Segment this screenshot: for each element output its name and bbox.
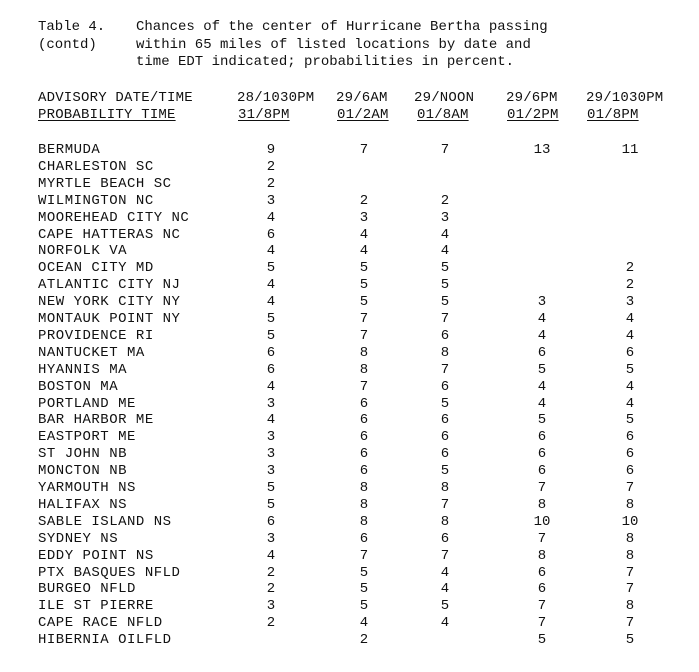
probability-cell: 6 bbox=[359, 463, 369, 479]
caption-line-2: within 65 miles of listed locations by date and bbox=[136, 37, 531, 53]
probability-time-1: 31/8PM bbox=[238, 107, 290, 123]
probability-cell: 8 bbox=[359, 514, 369, 530]
probability-cell: 3 bbox=[266, 531, 276, 547]
probability-cell: 5 bbox=[359, 260, 369, 276]
probability-cell: 3 bbox=[266, 446, 276, 462]
probability-cell: 4 bbox=[537, 311, 547, 327]
probability-cell: 4 bbox=[440, 243, 450, 259]
probability-cell: 8 bbox=[625, 548, 635, 564]
probability-cell: 6 bbox=[440, 429, 450, 445]
probability-cell: 10 bbox=[621, 514, 639, 530]
probability-cell: 5 bbox=[440, 396, 450, 412]
probability-cell: 7 bbox=[440, 142, 450, 158]
probability-cell: 5 bbox=[266, 497, 276, 513]
location-name: PROVIDENCE RI bbox=[38, 328, 154, 344]
probability-cell: 3 bbox=[440, 210, 450, 226]
probability-cell: 8 bbox=[625, 497, 635, 513]
location-name: NANTUCKET MA bbox=[38, 345, 145, 361]
probability-cell: 5 bbox=[359, 277, 369, 293]
location-name: ILE ST PIERRE bbox=[38, 598, 154, 614]
probability-cell: 6 bbox=[625, 446, 635, 462]
probability-time-5: 01/8PM bbox=[587, 107, 639, 123]
probability-cell: 4 bbox=[440, 615, 450, 631]
probability-cell: 8 bbox=[537, 497, 547, 513]
probability-cell: 4 bbox=[625, 328, 635, 344]
probability-cell: 3 bbox=[266, 429, 276, 445]
probability-cell: 5 bbox=[440, 463, 450, 479]
probability-cell: 4 bbox=[359, 615, 369, 631]
probability-cell: 7 bbox=[359, 548, 369, 564]
probability-cell: 5 bbox=[440, 260, 450, 276]
probability-cell: 6 bbox=[625, 429, 635, 445]
advisory-time-2: 29/6AM bbox=[336, 90, 388, 106]
probability-cell: 6 bbox=[537, 345, 547, 361]
probability-cell: 8 bbox=[440, 514, 450, 530]
probability-cell: 7 bbox=[625, 480, 635, 496]
probability-cell: 5 bbox=[266, 328, 276, 344]
probability-cell: 8 bbox=[537, 548, 547, 564]
probability-cell: 6 bbox=[440, 446, 450, 462]
probability-cell: 8 bbox=[359, 362, 369, 378]
probability-cell: 4 bbox=[266, 294, 276, 310]
location-name: CAPE RACE NFLD bbox=[38, 615, 163, 631]
probability-cell: 5 bbox=[359, 598, 369, 614]
probability-cell: 6 bbox=[359, 531, 369, 547]
location-name: MONCTON NB bbox=[38, 463, 128, 479]
probability-cell: 8 bbox=[625, 531, 635, 547]
probability-cell: 5 bbox=[359, 581, 369, 597]
probability-cell: 5 bbox=[359, 565, 369, 581]
probability-cell: 5 bbox=[440, 294, 450, 310]
probability-cell: 2 bbox=[266, 615, 276, 631]
table-label-contd: (contd) bbox=[38, 37, 97, 53]
probability-cell: 2 bbox=[266, 159, 276, 175]
probability-cell: 6 bbox=[266, 362, 276, 378]
probability-cell: 5 bbox=[625, 632, 635, 648]
probability-cell: 4 bbox=[266, 379, 276, 395]
probability-cell: 10 bbox=[533, 514, 551, 530]
probability-cell: 7 bbox=[537, 615, 547, 631]
probability-cell: 3 bbox=[537, 294, 547, 310]
location-name: YARMOUTH NS bbox=[38, 480, 136, 496]
probability-cell: 5 bbox=[537, 412, 547, 428]
location-name: BURGEO NFLD bbox=[38, 581, 136, 597]
advisory-time-3: 29/NOON bbox=[414, 90, 475, 106]
location-name: HALIFAX NS bbox=[38, 497, 128, 513]
probability-cell: 6 bbox=[537, 565, 547, 581]
probability-cell: 6 bbox=[266, 345, 276, 361]
probability-cell: 8 bbox=[440, 345, 450, 361]
probability-cell: 6 bbox=[440, 531, 450, 547]
location-name: NORFOLK VA bbox=[38, 243, 128, 259]
location-name: CHARLESTON SC bbox=[38, 159, 154, 175]
probability-cell: 3 bbox=[359, 210, 369, 226]
probability-cell: 6 bbox=[359, 429, 369, 445]
probability-cell: 6 bbox=[537, 581, 547, 597]
probability-cell: 6 bbox=[537, 429, 547, 445]
location-name: PORTLAND ME bbox=[38, 396, 136, 412]
location-name: BOSTON MA bbox=[38, 379, 119, 395]
location-name: SABLE ISLAND NS bbox=[38, 514, 172, 530]
probability-cell: 3 bbox=[266, 598, 276, 614]
probability-cell: 6 bbox=[266, 227, 276, 243]
probability-cell: 4 bbox=[625, 311, 635, 327]
probability-cell: 2 bbox=[359, 632, 369, 648]
probability-cell: 7 bbox=[359, 328, 369, 344]
probability-cell: 8 bbox=[359, 497, 369, 513]
probability-cell: 6 bbox=[625, 345, 635, 361]
location-name: ST JOHN NB bbox=[38, 446, 128, 462]
probability-cell: 2 bbox=[266, 565, 276, 581]
probability-cell: 7 bbox=[537, 531, 547, 547]
location-name: MONTAUK POINT NY bbox=[38, 311, 181, 327]
probability-cell: 7 bbox=[440, 362, 450, 378]
probability-cell: 5 bbox=[537, 632, 547, 648]
probability-cell: 11 bbox=[621, 142, 639, 158]
probability-cell: 7 bbox=[625, 565, 635, 581]
location-name: MOOREHEAD CITY NC bbox=[38, 210, 190, 226]
probability-cell: 4 bbox=[537, 328, 547, 344]
probability-cell: 6 bbox=[440, 328, 450, 344]
probability-cell: 7 bbox=[625, 581, 635, 597]
location-name: EASTPORT ME bbox=[38, 429, 136, 445]
probability-cell: 4 bbox=[537, 396, 547, 412]
probability-cell: 7 bbox=[440, 548, 450, 564]
location-name: WILMINGTON NC bbox=[38, 193, 154, 209]
probability-cell: 9 bbox=[266, 142, 276, 158]
probability-cell: 5 bbox=[440, 277, 450, 293]
location-name: EDDY POINT NS bbox=[38, 548, 154, 564]
caption-line-3: time EDT indicated; probabilities in percent. bbox=[136, 54, 515, 70]
probability-cell: 5 bbox=[266, 480, 276, 496]
probability-cell: 6 bbox=[440, 412, 450, 428]
probability-cell: 2 bbox=[625, 260, 635, 276]
location-name: MYRTLE BEACH SC bbox=[38, 176, 172, 192]
location-name: CAPE HATTERAS NC bbox=[38, 227, 181, 243]
location-name: HYANNIS MA bbox=[38, 362, 128, 378]
probability-cell: 6 bbox=[359, 412, 369, 428]
location-name: ATLANTIC CITY NJ bbox=[38, 277, 181, 293]
probability-cell: 7 bbox=[440, 311, 450, 327]
probability-cell: 4 bbox=[359, 243, 369, 259]
location-name: SYDNEY NS bbox=[38, 531, 119, 547]
probability-cell: 8 bbox=[359, 345, 369, 361]
probability-cell: 2 bbox=[266, 176, 276, 192]
probability-cell: 2 bbox=[359, 193, 369, 209]
probability-cell: 4 bbox=[537, 379, 547, 395]
probability-cell: 6 bbox=[266, 514, 276, 530]
location-name: BERMUDA bbox=[38, 142, 101, 158]
probability-cell: 8 bbox=[359, 480, 369, 496]
probability-cell: 4 bbox=[266, 243, 276, 259]
probability-cell: 5 bbox=[625, 412, 635, 428]
probability-cell: 7 bbox=[359, 311, 369, 327]
location-name: HIBERNIA OILFLD bbox=[38, 632, 172, 648]
probability-cell: 7 bbox=[440, 497, 450, 513]
probability-cell: 6 bbox=[359, 446, 369, 462]
probability-cell: 13 bbox=[533, 142, 551, 158]
probability-cell: 7 bbox=[359, 379, 369, 395]
probability-cell: 7 bbox=[537, 480, 547, 496]
probability-cell: 8 bbox=[625, 598, 635, 614]
probability-cell: 8 bbox=[440, 480, 450, 496]
probability-cell: 7 bbox=[359, 142, 369, 158]
advisory-time-1: 28/1030PM bbox=[237, 90, 315, 106]
probability-cell: 3 bbox=[266, 463, 276, 479]
probability-time-2: 01/2AM bbox=[337, 107, 389, 123]
probability-cell: 2 bbox=[625, 277, 635, 293]
location-name: BAR HARBOR ME bbox=[38, 412, 154, 428]
probability-cell: 5 bbox=[625, 362, 635, 378]
probability-cell: 5 bbox=[537, 362, 547, 378]
probability-cell: 3 bbox=[625, 294, 635, 310]
probability-cell: 4 bbox=[266, 277, 276, 293]
probability-cell: 6 bbox=[440, 379, 450, 395]
table-label: Table 4. bbox=[38, 19, 106, 35]
probability-cell: 5 bbox=[440, 598, 450, 614]
probability-cell: 2 bbox=[266, 581, 276, 597]
probability-time-4: 01/2PM bbox=[507, 107, 559, 123]
advisory-time-4: 29/6PM bbox=[506, 90, 558, 106]
probability-cell: 4 bbox=[440, 227, 450, 243]
probability-cell: 7 bbox=[537, 598, 547, 614]
probability-cell: 4 bbox=[440, 565, 450, 581]
probability-cell: 6 bbox=[537, 446, 547, 462]
probability-cell: 4 bbox=[440, 581, 450, 597]
probability-time-3: 01/8AM bbox=[417, 107, 469, 123]
probability-cell: 3 bbox=[266, 193, 276, 209]
advisory-label: ADVISORY DATE/TIME bbox=[38, 90, 193, 106]
probability-cell: 5 bbox=[359, 294, 369, 310]
probability-cell: 4 bbox=[266, 548, 276, 564]
probability-cell: 4 bbox=[625, 396, 635, 412]
probability-cell: 7 bbox=[625, 615, 635, 631]
advisory-time-5: 29/1030PM bbox=[586, 90, 664, 106]
probability-cell: 2 bbox=[440, 193, 450, 209]
probability-cell: 4 bbox=[359, 227, 369, 243]
probability-cell: 6 bbox=[537, 463, 547, 479]
probability-cell: 4 bbox=[625, 379, 635, 395]
location-name: OCEAN CITY MD bbox=[38, 260, 154, 276]
probability-cell: 4 bbox=[266, 412, 276, 428]
location-name: PTX BASQUES NFLD bbox=[38, 565, 181, 581]
caption-line-1: Chances of the center of Hurricane Bertha passing bbox=[136, 19, 548, 35]
probability-cell: 5 bbox=[266, 311, 276, 327]
probability-cell: 6 bbox=[625, 463, 635, 479]
probability-cell: 6 bbox=[359, 396, 369, 412]
probability-cell: 4 bbox=[266, 210, 276, 226]
probability-label: PROBABILITY TIME bbox=[38, 107, 176, 123]
probability-cell: 3 bbox=[266, 396, 276, 412]
probability-cell: 5 bbox=[266, 260, 276, 276]
location-name: NEW YORK CITY NY bbox=[38, 294, 181, 310]
